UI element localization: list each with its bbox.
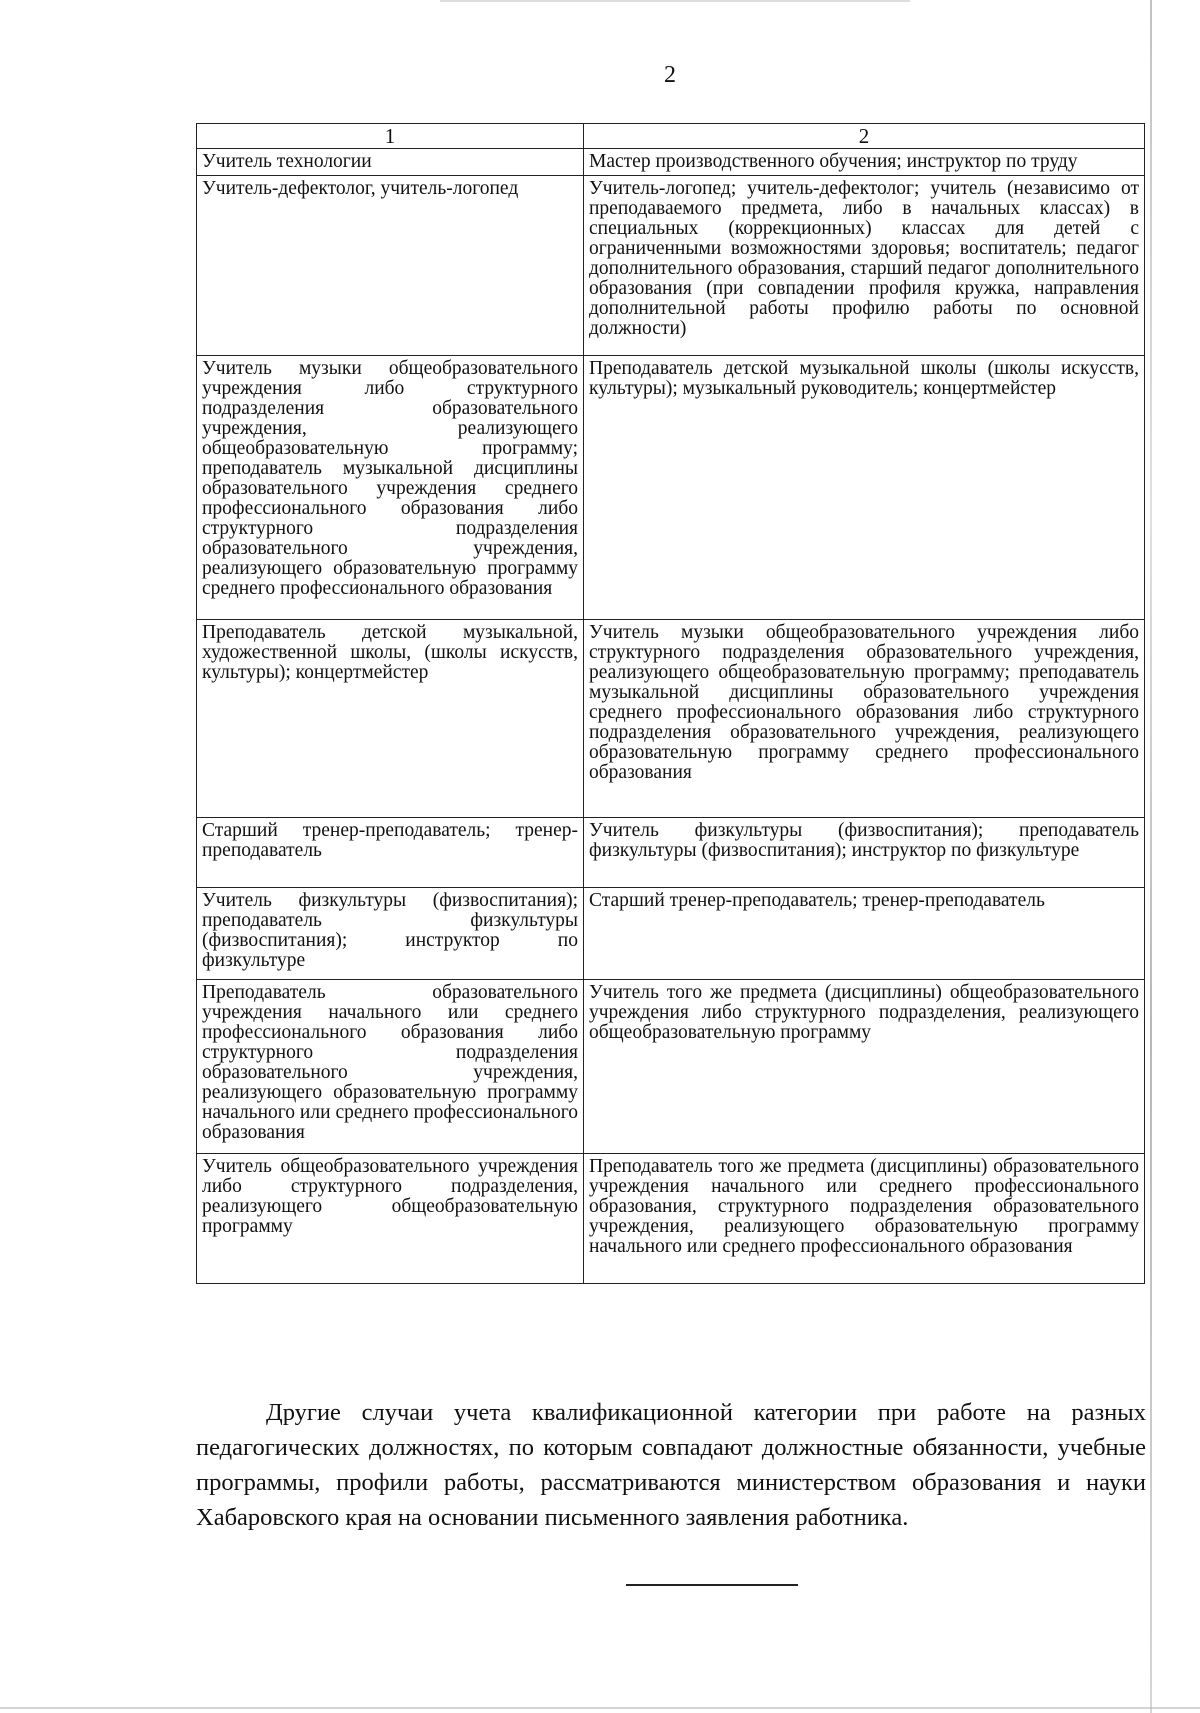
position-cell: Преподаватель образовательного учреждения начального или среднего профессионального образования либо структурного подразделения образовательного учреждения, реализующего образовательную программу начального или среднего профессионального образования: [197, 980, 584, 1154]
scan-artifact-bottom: [0, 1707, 1200, 1709]
equivalent-positions-cell: Учитель физкультуры (физвоспитания); преподаватель физкультуры (физвоспитания); инструктор по физкультуре: [584, 818, 1145, 888]
table-row: [197, 149, 1145, 176]
position-cell: Старший тренер-преподаватель; тренер-преподаватель: [197, 818, 584, 888]
table-row: [197, 888, 1145, 980]
equivalent-positions-cell: Мастер производственного обучения; инструктор по труду: [584, 149, 1145, 176]
table-header-cell: 1: [197, 124, 584, 149]
scan-artifact-edge: [1150, 0, 1152, 1713]
position-cell: Учитель физкультуры (физвоспитания); преподаватель физкультуры (физвоспитания); инструктор по физкультуре: [197, 888, 584, 980]
table-row: [197, 620, 1145, 818]
table-header-row: [197, 124, 1145, 149]
equivalent-positions-cell: Учитель того же предмета (дисциплины) общеобразовательного учреждения либо структурного подразделения, реализующего общеобразовательную программу: [584, 980, 1145, 1154]
end-of-document-line: [626, 1584, 798, 1586]
table-row: [197, 176, 1145, 356]
position-cell: Учитель музыки общеобразовательного учреждения либо структурного подразделения образовательного учреждения, реализующего общеобразовательную программу; преподаватель музыкальной дисциплины образовательного учреждения среднего профессионального образования либо структурного подразделения образовательного учреждения, реализующего образовательную программу среднего профессионального образования: [197, 356, 584, 620]
table-header-cell: 2: [584, 124, 1145, 149]
table-row: [197, 356, 1145, 620]
table-row: [197, 818, 1145, 888]
position-cell: Учитель технологии: [197, 149, 584, 176]
position-cell: Преподаватель детской музыкальной, художественной школы, (школы искусств, культуры); концертмейстер: [197, 620, 584, 818]
page-number: 2: [664, 62, 676, 88]
equivalent-positions-cell: Старший тренер-преподаватель; тренер-преподаватель: [584, 888, 1145, 980]
table-row: [197, 980, 1145, 1154]
position-cell: Учитель-дефектолог, учитель-логопед: [197, 176, 584, 356]
position-cell: Учитель общеобразовательного учреждения либо структурного подразделения, реализующего общеобразовательную программу: [197, 1154, 584, 1284]
table-row: [197, 1154, 1145, 1284]
equivalent-positions-cell: Учитель музыки общеобразовательного учреждения либо структурного подразделения образовательного учреждения, реализующего общеобразовательную программу; преподаватель музыкальной дисциплины образовательного учреждения среднего профессионального образования либо структурного подразделения образовательного учреждения, реализующего образовательную программу среднего профессионального образования: [584, 620, 1145, 818]
equivalent-positions-cell: Преподаватель детской музыкальной школы (школы искусств, культуры); музыкальный руководитель; концертмейстер: [584, 356, 1145, 620]
scan-artifact-top: [440, 0, 910, 2]
closing-paragraph: Другие случаи учета квалификационной категории при работе на разных педагогических должностях, по которым совпадают должностные обязанности, учебные программы, профили работы, рассматриваются министерством образования и науки Хабаровского края на основании письменного заявления работника.: [196, 1399, 1146, 1531]
equivalent-positions-cell: Преподаватель того же предмета (дисциплины) образовательного учреждения начального или среднего профессионального образования, структурного подразделения образовательного учреждения, реализующего образовательную программу начального или среднего профессионального образования: [584, 1154, 1145, 1284]
positions-table: [196, 123, 1145, 1284]
equivalent-positions-cell: Учитель-логопед; учитель-дефектолог; учитель (независимо от преподаваемого предмета, либо в начальных классах) в специальных (коррекционных) классах для детей с ограниченными возможностями здоровья; воспитатель; педагог дополнительного образования, старший педагог дополнительного образования (при совпадении профиля кружка, направления дополнительной работы профилю работы по основной должности): [584, 176, 1145, 356]
